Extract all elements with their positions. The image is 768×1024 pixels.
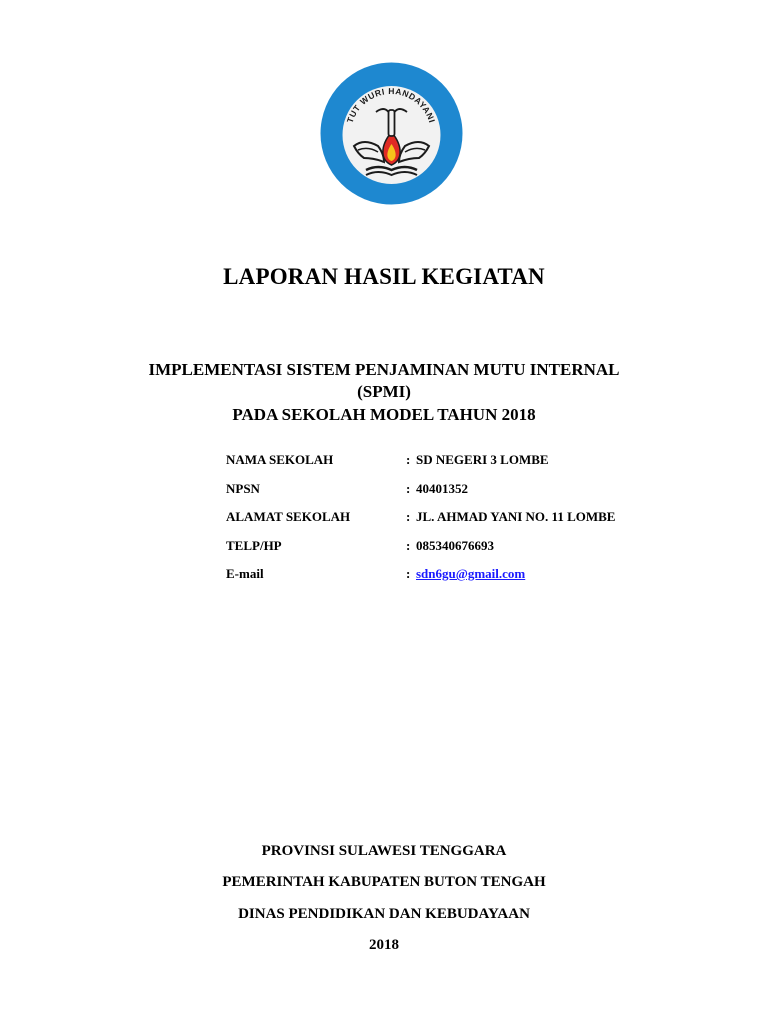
subtitle-line-1: IMPLEMENTASI SISTEM PENJAMINAN MUTU INTERNAL [148, 360, 620, 379]
logo-pen [389, 110, 395, 136]
logo-motto: TUT WURI HANDAYANI [344, 85, 438, 125]
email-link[interactable]: sdn6gu@gmail.com [416, 566, 526, 581]
info-label: NAMA SEKOLAH [226, 452, 334, 467]
info-value-school-name: SD NEGERI 3 LOMBE [416, 452, 549, 467]
info-label: E-mail [226, 566, 264, 581]
tut-wuri-handayani-logo [320, 62, 463, 205]
info-separator: : [406, 509, 411, 524]
info-label: TELP/HP [226, 537, 282, 553]
info-row-phone [226, 538, 626, 567]
document-title: LAPORAN HASIL KEGIATAN [223, 264, 545, 289]
info-label: NPSN [226, 480, 260, 496]
info-value-npsn: 40401352 [416, 480, 468, 496]
info-row-school-name [226, 452, 626, 481]
info-label: ALAMAT SEKOLAH [226, 509, 351, 524]
info-value-address: JL. AHMAD YANI NO. 11 LOMBE [416, 509, 616, 524]
school-info-table [226, 452, 626, 595]
info-row-email [226, 566, 626, 595]
subtitle-line-2: (SPMI) [357, 382, 411, 401]
info-value-phone: 085340676693 [416, 537, 494, 553]
footer-year: 2018 [369, 937, 399, 953]
footer-province: PROVINSI SULAWESI TENGGARA [261, 843, 507, 859]
info-row-npsn [226, 481, 626, 510]
footer-department: DINAS PENDIDIKAN DAN KEBUDAYAAN [238, 906, 530, 922]
info-separator: : [406, 566, 411, 581]
subtitle-line-3: PADA SEKOLAH MODEL TAHUN 2018 [232, 405, 536, 424]
info-separator: : [406, 480, 411, 496]
info-row-address [226, 509, 626, 538]
info-separator: : [406, 452, 411, 467]
info-separator: : [406, 537, 411, 553]
footer-regency-government: PEMERINTAH KABUPATEN BUTON TENGAH [222, 874, 546, 890]
